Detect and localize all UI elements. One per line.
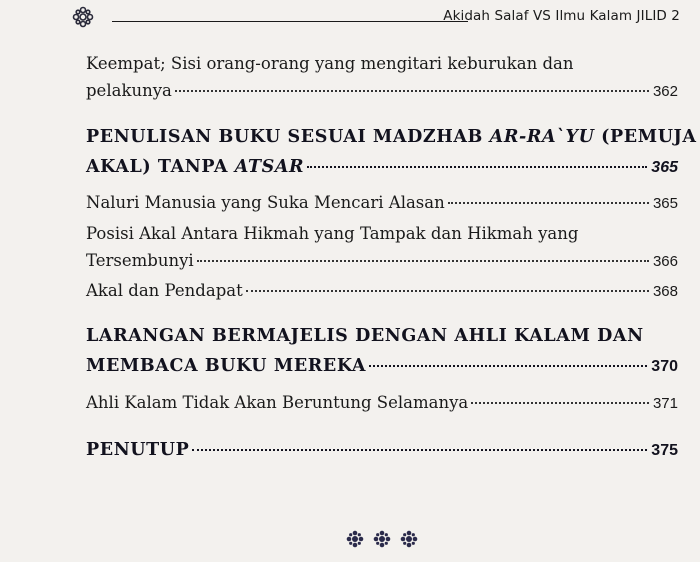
dot-leader [175, 90, 649, 92]
toc-chapter-larangan[interactable] [86, 321, 678, 382]
toc-entry-line [86, 277, 678, 305]
toc-chapter-text: PENUTUP [86, 440, 190, 460]
toc-entry-posisi-akal[interactable] [86, 220, 678, 275]
toc-entry-text: Ahli Kalam Tidak Akan Beruntung Selamanya [86, 393, 469, 412]
toc-chapter-text [86, 122, 697, 152]
dot-leader [197, 260, 649, 262]
toc-entry-line [86, 389, 678, 417]
toc-chapter-penutup[interactable] [86, 435, 678, 466]
toc-entry-text: Naluri Manusia yang Suka Mencari Alasan [86, 193, 445, 212]
toc-page-number: 368 [652, 283, 678, 300]
header-rule [112, 21, 468, 22]
toc-entry-akal-pendapat[interactable] [86, 277, 678, 305]
dot-leader [448, 202, 649, 204]
dot-leader [471, 402, 649, 404]
toc-entry-text: Posisi Akal Antara Hikmah yang Tampak dan Hikmah yang [86, 224, 579, 243]
toc-entry-line [86, 77, 678, 105]
toc-entry-line [86, 247, 678, 275]
chapter-text-part: (PEMUJA [594, 127, 697, 147]
toc-chapter-line [86, 321, 678, 351]
toc-chapter-line [86, 122, 697, 152]
chapter-text-part: AKAL) TANPA [86, 157, 235, 177]
toc-entry-text: Akal dan Pendapat [86, 281, 243, 300]
toc-entry-line [86, 189, 678, 217]
dot-leader [192, 449, 647, 451]
running-header-title: Akidah Salaf VS Ilmu Kalam JILID 2 [443, 8, 680, 24]
toc-entry-line [86, 50, 678, 77]
toc-page-number: 371 [652, 395, 678, 412]
triple-floral-ornament-icon [344, 528, 420, 550]
toc-page-number: 365 [651, 159, 678, 176]
toc-entry-text: pelakunya [86, 81, 172, 100]
dot-leader [307, 166, 647, 168]
toc-chapter-text: MEMBACA BUKU MEREKA [86, 356, 367, 376]
chapter-text-italic: ATSAR [234, 157, 305, 177]
toc-page-number: 362 [652, 83, 678, 100]
toc-chapter-text: LARANGAN BERMAJELIS DENGAN AHLI KALAM DAN [86, 326, 644, 346]
toc-chapter-penulisan[interactable] [86, 122, 697, 183]
page-header [0, 0, 700, 32]
toc-chapter-line [86, 435, 678, 466]
dot-leader [246, 290, 649, 292]
toc-page-number: 366 [652, 253, 678, 270]
toc-entry-naluri[interactable] [86, 189, 678, 217]
toc-chapter-line [86, 351, 678, 382]
toc-entry-text: Keempat; Sisi orang-orang yang mengitari keburukan dan [86, 54, 574, 73]
toc-entry-text: Tersembunyi [86, 251, 194, 270]
chapter-text-part: PENULISAN BUKU SESUAI MADZHAB [86, 127, 490, 147]
chapter-text-italic: AR-RA`YU [489, 127, 595, 147]
toc-chapter-text [86, 152, 304, 182]
floral-ornament-icon [72, 6, 94, 28]
toc-entry-keempat[interactable] [86, 50, 678, 105]
toc-page-number: 365 [652, 195, 678, 212]
toc-entry-line [86, 220, 678, 247]
dot-leader [369, 365, 647, 367]
toc-entry-ahli-kalam[interactable] [86, 389, 678, 417]
toc-chapter-line [86, 152, 678, 183]
toc-page-number: 375 [651, 442, 678, 459]
toc-page-number: 370 [651, 358, 678, 375]
